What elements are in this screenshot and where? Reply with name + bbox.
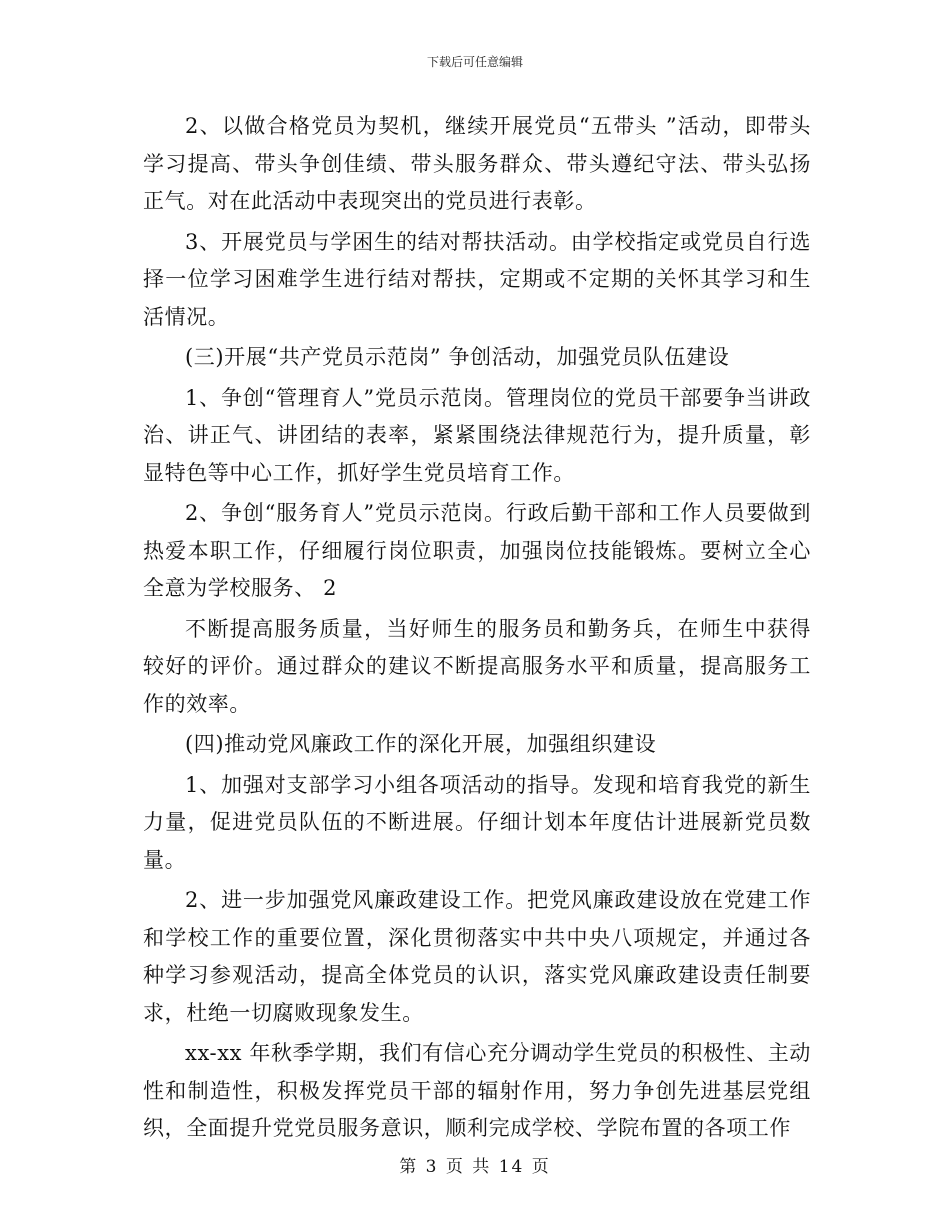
page-header-note: 下载后可任意编辑 bbox=[426, 55, 523, 69]
section-heading-3: (三)开展“共产党员示范岗” 争创活动，加强党员队伍建设 bbox=[185, 345, 730, 369]
paragraph-pairing-support: 3、开展党员与学困生的结对帮扶活动。由学校指定或党员自行选择一位学习困难学生进行结对帮扶，定期或不定期的关怀其学习和生活情况。 bbox=[143, 229, 811, 329]
section-heading-4: (四)推动党风廉政工作的深化开展，加强组织建设 bbox=[185, 732, 657, 756]
paragraph-integrity: 2、进一步加强党风廉政建设工作。把党风廉政建设放在党建工作和学校工作的重要位置，深化贯彻落实中共中央八项规定，并通过各种学习参观活动，提高全体党员的认识，落实党风廉政建设责任制要求，杜绝一切腐败现象发生。 bbox=[143, 888, 811, 1025]
paragraph-five-leads: 2、以做合格党员为契机，继续开展党员“五带头 ”活动，即带头学习提高、带头争创佳绩、带头服务群众、带头遵纪守法、带头弘扬正气。对在此活动中表现突出的党员进行表彰。 bbox=[143, 114, 811, 213]
document-body bbox=[143, 108, 811, 1151]
page-number-footer: 第 3 页 共 14 页 bbox=[399, 1157, 551, 1177]
paragraph-management-post: 1、争创“管理育人”党员示范岗。管理岗位的党员干部要争当讲政治、讲正气、讲团结的表率，紧紧围绕法律规范行为，提升质量，彰显特色等中心工作，抓好学生党员培育工作。 bbox=[143, 385, 811, 485]
paragraph-semester-goal: xx-xx 年秋季学期，我们有信心充分调动学生党员的积极性、主动性和制造性，积极发挥党员干部的辐射作用，努力争创先进基层党组织，全面提升党党员服务意识，顺利完成学校、学院布置的各项工作 bbox=[143, 1041, 811, 1140]
paragraph-service-quality: 不断提高服务质量，当好师生的服务员和勤务兵，在师生中获得较好的评价。通过群众的建议不断提高服务水平和质量，提高服务工作的效率。 bbox=[143, 616, 811, 716]
paragraph-service-post: 2、争创“服务育人”党员示范岗。行政后勤干部和工作人员要做到热爱本职工作，仔细履行岗位职责，加强岗位技能锻炼。要树立全心全意为学校服务、 2 bbox=[143, 501, 811, 600]
paragraph-study-groups: 1、加强对支部学习小组各项活动的指导。发现和培育我党的新生力量，促进党员队伍的不断进展。仔细计划本年度估计进展新党员数量。 bbox=[143, 772, 811, 872]
